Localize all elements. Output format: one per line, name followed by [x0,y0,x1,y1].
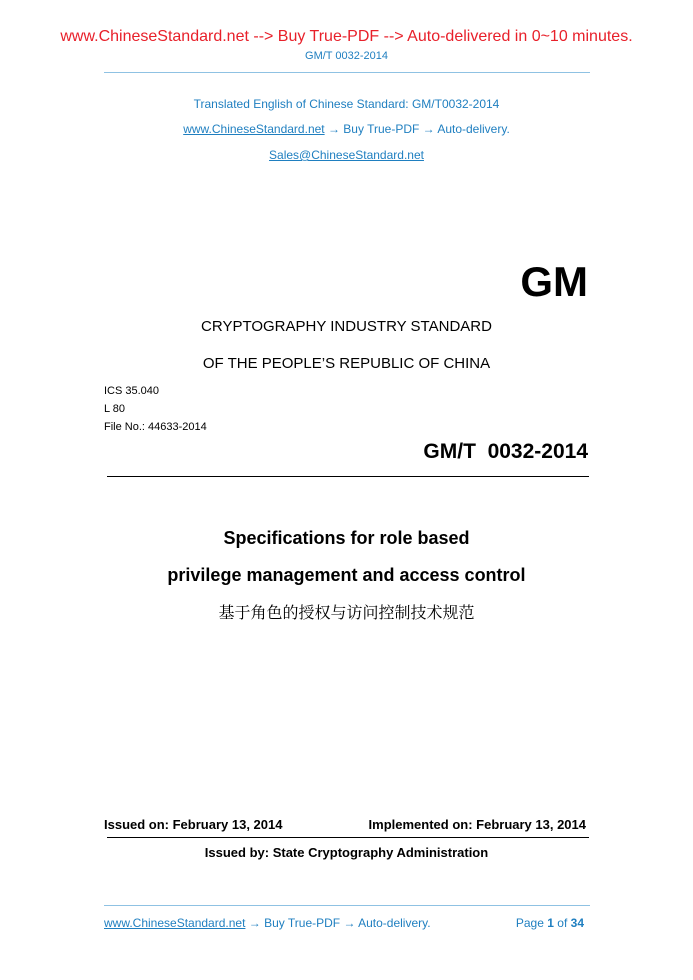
intro-site-link[interactable]: www.ChineseStandard.net [183,122,325,136]
intro-email-link[interactable]: Sales@ChineseStandard.net [269,148,424,162]
page-label: Page [515,916,544,930]
standard-title-line1: CRYPTOGRAPHY INDUSTRY STANDARD [201,318,492,335]
standard-title-line2: OF THE PEOPLE’S REPUBLIC OF CHINA [202,355,491,372]
footer-buy-text: → Buy True-PDF → Auto-delivery. [245,916,431,930]
intro-buy-line [0,122,693,136]
page-number: 1 [547,916,554,930]
ics-code: ICS 35.040 [104,385,160,397]
page-total: 34 [570,916,584,930]
l-code: L 80 [104,403,126,415]
code-divider [107,476,589,477]
gm-logo: GM [520,258,588,305]
header-divider [104,72,590,73]
intro-translation-line: Translated English of Chinese Standard: GM/T0032-2014 [193,97,500,111]
issued-date: Issued on: February 13, 2014 [104,817,283,832]
document-title-line2: privilege management and access control [167,565,526,585]
footer-divider [104,905,590,906]
banner-text[interactable]: www.ChineseStandard.net --> Buy True-PDF --> Auto-delivered in 0~10 minutes. [60,28,633,45]
footer-site-link[interactable]: www.ChineseStandard.net [104,916,246,930]
dates-divider [107,837,589,838]
issuing-authority: Issued by: State Cryptography Administration [204,845,489,860]
intro-email-line [0,148,693,162]
document-title-line1: Specifications for role based [223,528,470,548]
intro-buy-text: → Buy True-PDF → Auto-delivery. [324,122,510,136]
implemented-date: Implemented on: February 13, 2014 [368,817,586,832]
footer-link-line [104,916,431,930]
of-label: of [557,916,568,930]
page-indicator [516,916,584,930]
file-number: File No.: 44633-2014 [104,421,207,433]
document-title-chinese: 基于角色的授权与访问控制技术规范 [218,603,475,622]
standard-code: GM/T 0032-2014 [423,440,588,463]
header-standard-id: GM/T 0032-2014 [305,50,388,62]
